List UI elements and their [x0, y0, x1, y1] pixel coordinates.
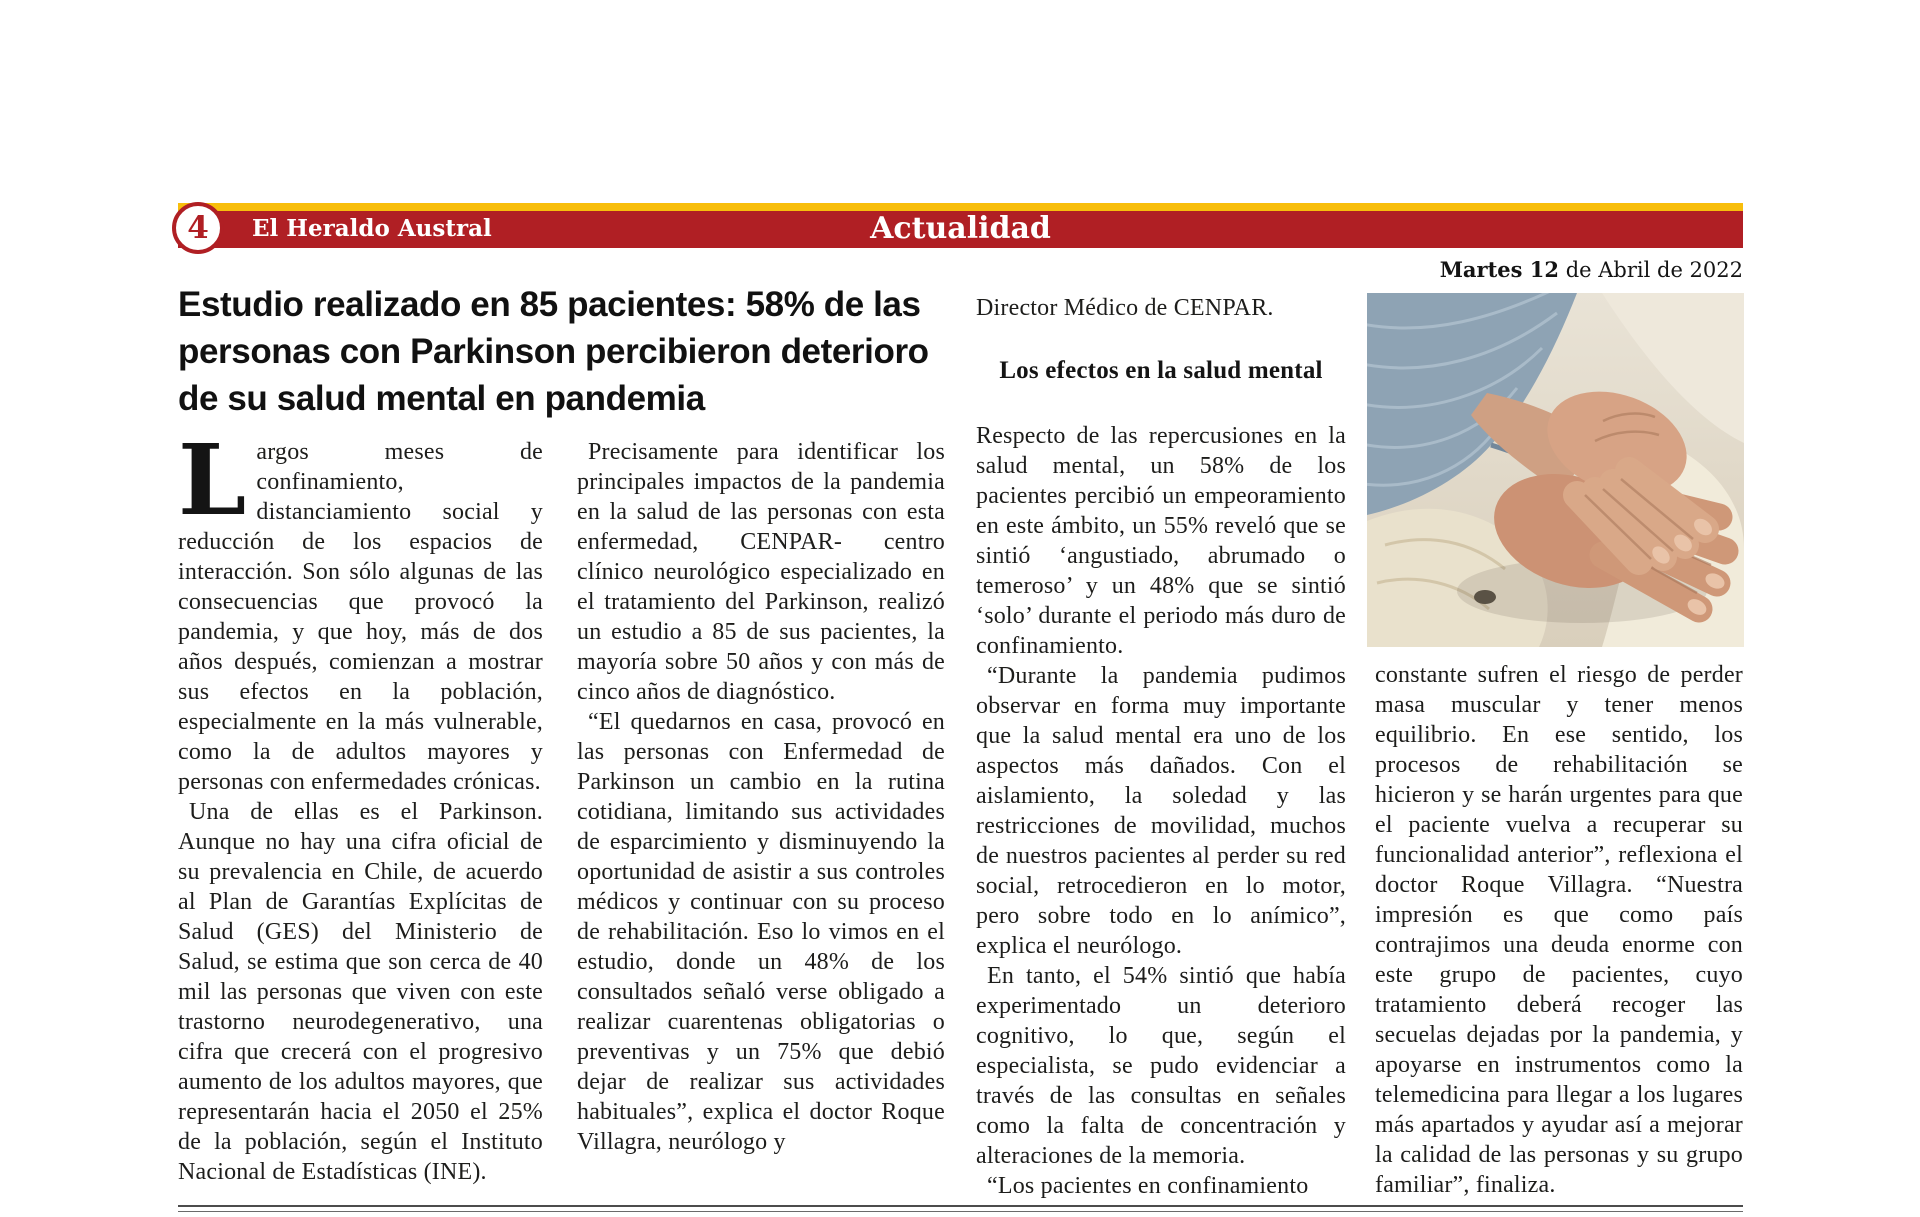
dateline-day: Martes 12 [1439, 257, 1560, 282]
article-paragraph: “Durante la pandemia pudimos observar en forma muy importante que la salud mental era uno de los aspectos más dañados. Con el aislamiento, la soledad y las restricciones de movilidad, muchos de nuestros pacientes al perder su red social, retrocedieron en lo motor, pero sobre todo en lo anímico”, explica el neurólogo. [976, 663, 1346, 959]
article-paragraph: Una de ellas es el Parkinson. Aunque no hay una cifra oficial de su prevalencia en Chile, de acuerdo al Plan de Garantías Explícitas de Salud (GES) del Ministerio de Salud, se estima que son cerca de 40 mil las personas que viven con este trastorno neurodegenerativo, una cifra que crecerá con el progresivo aumento de los adultos mayores, que representarán hacia el 2050 el 25% de la población, según el Instituto Nacional de Estadísticas (INE). [178, 799, 543, 1185]
paragraph-text: argos meses de confinamiento, distanciamiento social y reducción de los espacios de interacción. Son sólo algunas de las consecuencias que provocó la pandemia, y que hoy, más de dos años después, comienzan a mostrar sus efectos en la población, especialmente en la más vulnerable, como la de adultos mayores y personas con enfermedades crónicas. [178, 439, 543, 795]
drop-cap: L [178, 423, 247, 537]
article-column-1 [178, 423, 543, 1187]
article-lead-in: Director Médico de CENPAR. [976, 295, 1274, 321]
bottom-double-rule [178, 1205, 1743, 1212]
article-subhead: Los efectos en la salud mental [999, 357, 1323, 384]
headline-line: Estudio realizado en 85 pacientes: 58% de las [178, 285, 921, 324]
article-column-2 [577, 437, 945, 1157]
headline-line: de su salud mental en pandemia [178, 379, 705, 418]
article-paragraph [178, 423, 543, 797]
article-paragraph: constante sufren el riesgo de perder masa muscular y tener menos equilibrio. En ese sentido, los procesos de rehabilitación se hicieron y se harán urgentes para que el paciente vuelva a recuperar su funcionalidad anterior”, reflexiona el doctor Roque Villagra. “Nuestra impresión es que como país contrajimos una deuda enorme con este grupo de pacientes, cuyo tratamiento deberá recoger las secuelas dejadas por la pandemia, y apoyarse en instrumentos como la telemedicina para llegar a los lugares más apartados y ayudar así a mejorar la calidad de las personas y su grupo familiar”, finaliza. [1375, 662, 1743, 1198]
dateline [1440, 257, 1743, 282]
article-headline [178, 281, 978, 422]
page-number: 4 [187, 210, 209, 246]
article-paragraph: “Los pacientes en confinamiento [987, 1173, 1309, 1199]
section-title: Actualidad [870, 211, 1051, 246]
article-paragraph: Precisamente para identificar los principales impactos de la pandemia en la salud de las personas con esta enfermedad, CENPAR- centro clínico neurológico especializado en el tratamiento del Parkinson, realizó un estudio a 85 de sus pacientes, la mayoría sobre 50 años y con más de cinco años de diagnóstico. [577, 439, 945, 705]
headline-line: personas con Parkinson percibieron deterioro [178, 332, 929, 371]
page-number-badge [172, 202, 224, 254]
article-column-3 [976, 293, 1346, 1201]
article-paragraph: En tanto, el 54% sintió que había experimentado un deterioro cognitivo, lo que, según el especialista, se pudo evidenciar a través de las consultas en señales como la falta de concentración y alteraciones de la memoria. [976, 963, 1346, 1169]
dateline-rest: de Abril de 2022 [1559, 258, 1743, 282]
article-paragraph: “El quedarnos en casa, provocó en las personas con Enfermedad de Parkinson un cambio en la rutina cotidiana, limitando sus actividades de esparcimiento y disminuyendo la oportunidad de asistir a sus controles médicos y continuar con su proceso de rehabilitación. Eso lo vimos en el estudio, donde un 48% de los consultados señaló verse obligado a realizar cuarentenas obligatorias o preventivas y un 75% que debió dejar de realizar sus actividades habituales”, explica el doctor Roque Villagra, neurólogo y [577, 709, 945, 1155]
newspaper-name: El Heraldo Austral [252, 215, 492, 242]
article-paragraph: Respecto de las repercusiones en la salud mental, un 58% de los pacientes percibió un empeoramiento en este ámbito, un 55% reveló que se sintió ‘angustiado, abrumado o temeroso’ y un 48% que se sintió ‘solo’ durante el periodo más duro de confinamiento. [976, 423, 1346, 659]
article-column-4 [1375, 293, 1743, 1200]
